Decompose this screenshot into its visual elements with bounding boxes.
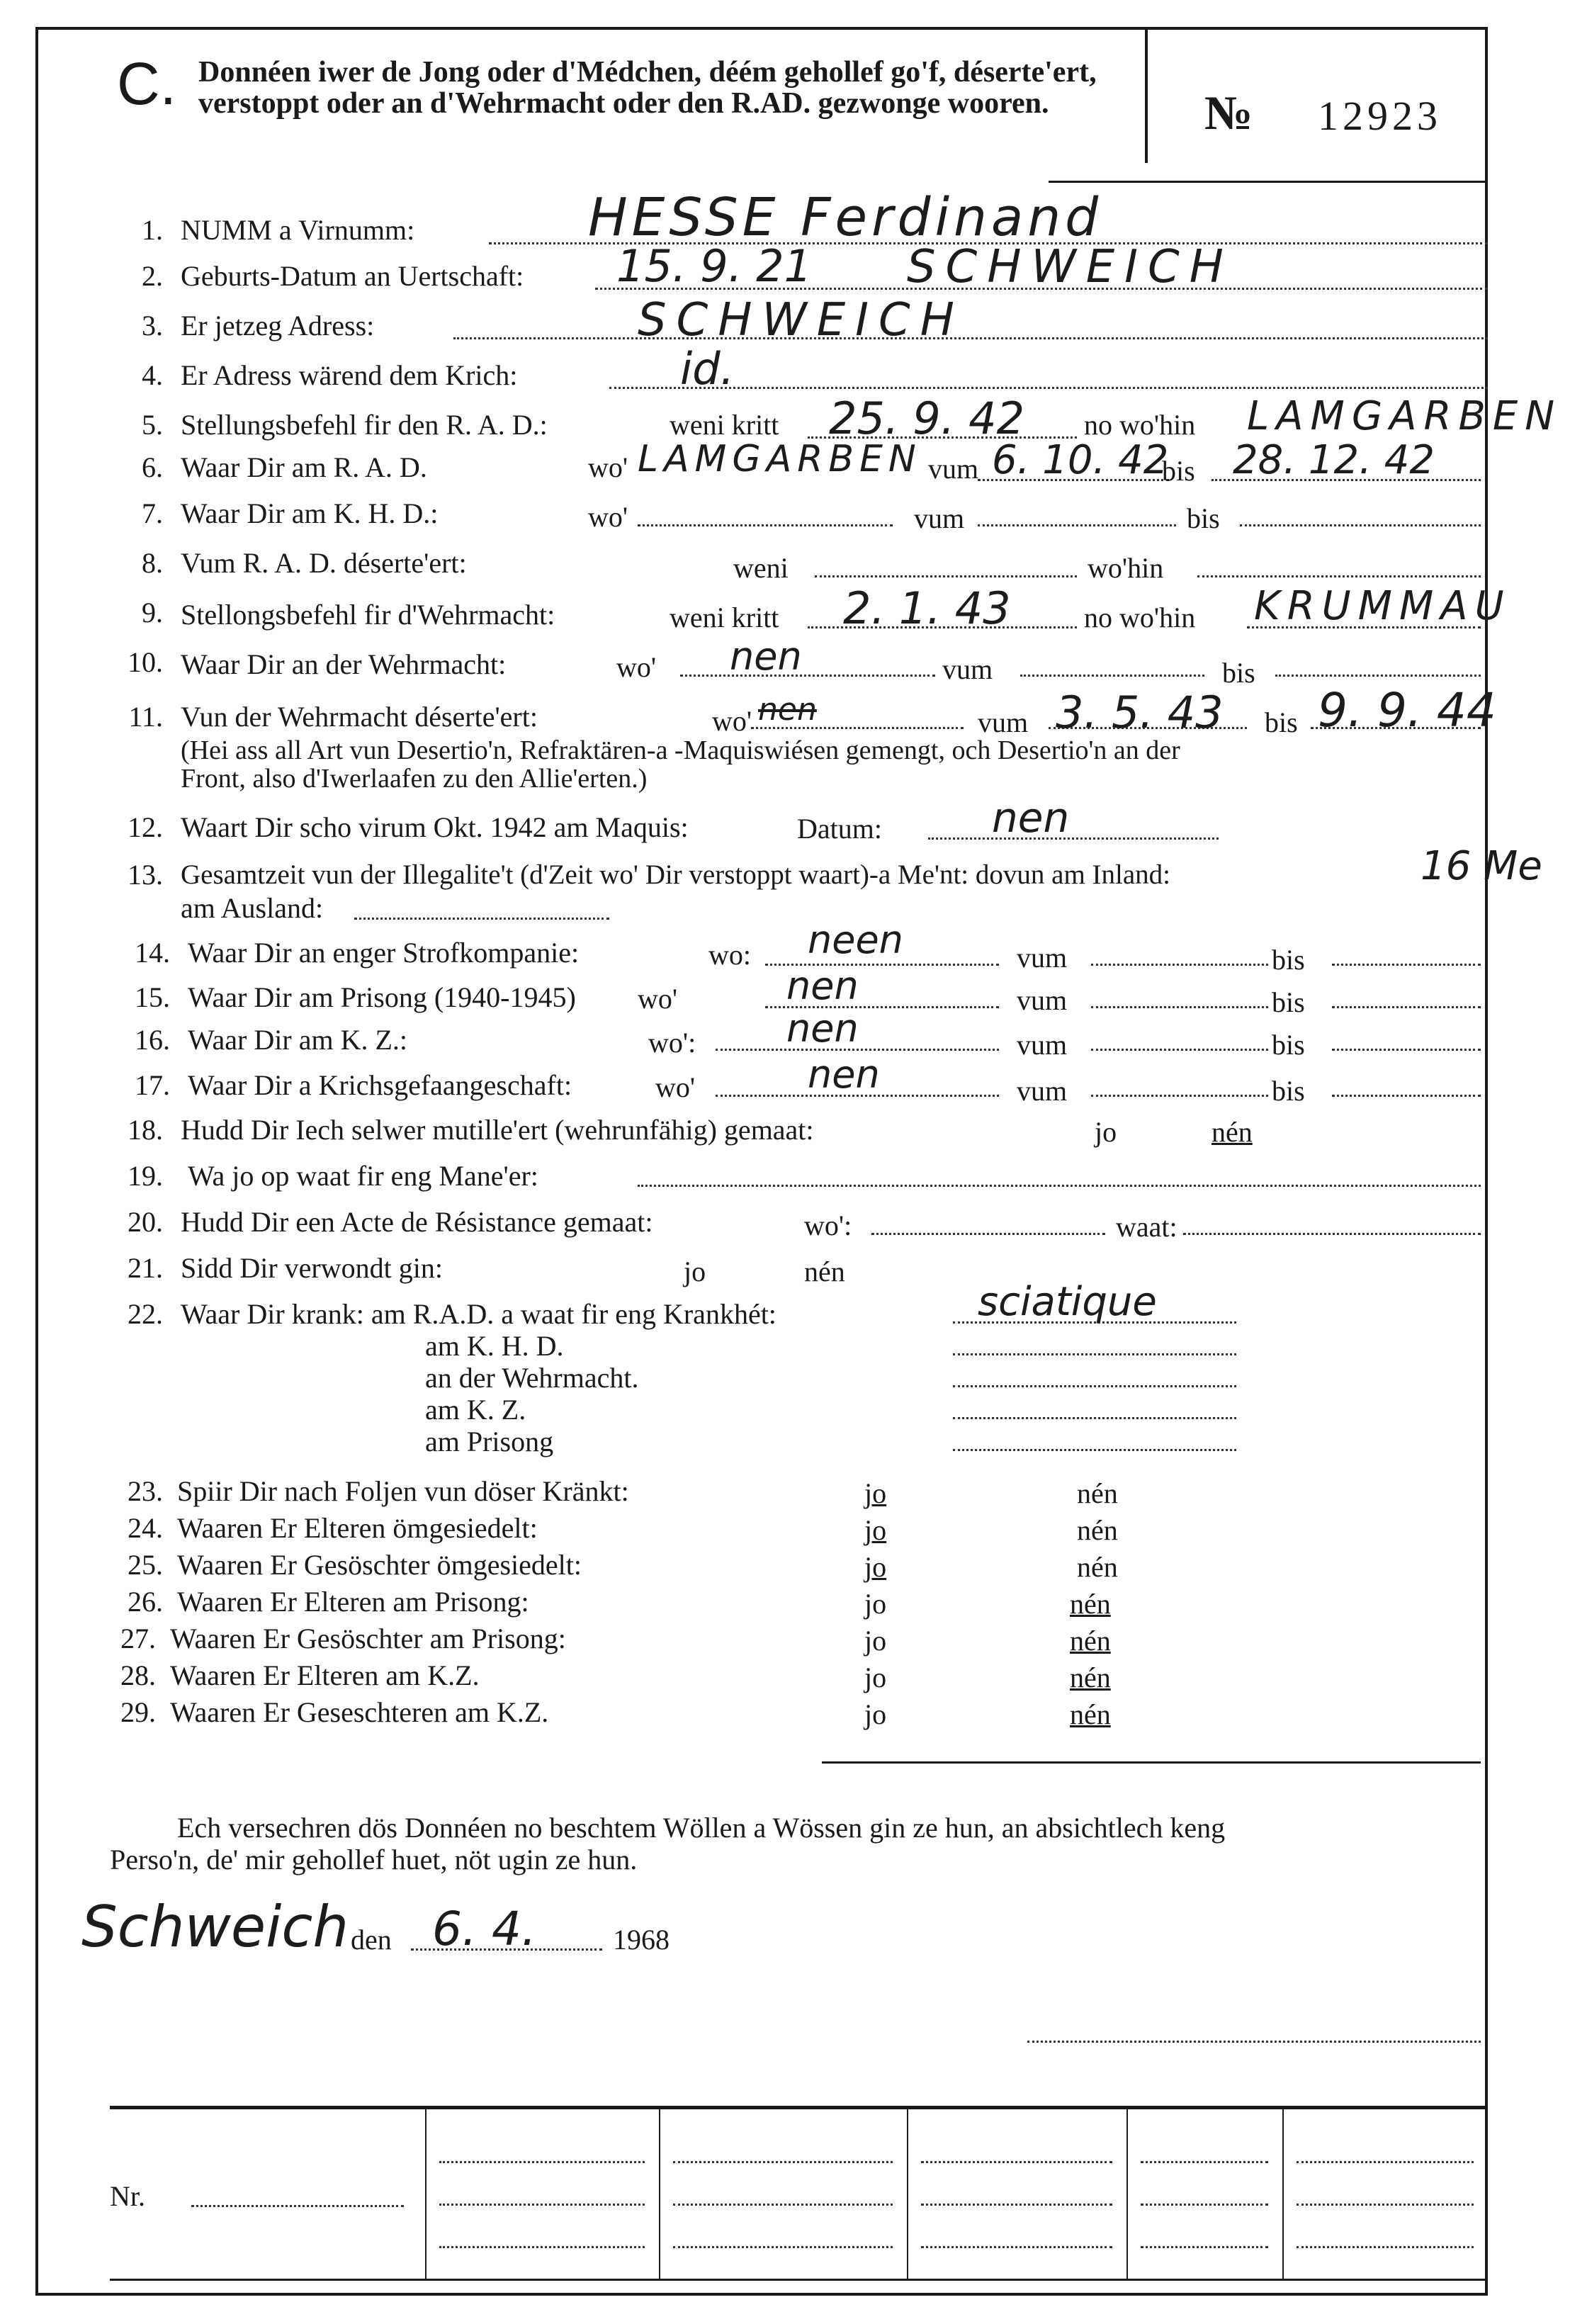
frame-right: [1485, 27, 1488, 2294]
row-number: 6.: [142, 451, 163, 483]
row-label: NUMM a Virnumm:: [181, 214, 415, 246]
handwritten-date: 6. 10. 42: [992, 437, 1169, 483]
fill-line: [609, 387, 1488, 389]
answer-no-selected: nén: [1070, 1625, 1111, 1657]
handwritten-name: HESSE Ferdinand: [588, 187, 1103, 248]
row-keyword: weni kritt: [670, 409, 779, 441]
row-number: 10.: [128, 646, 163, 678]
row-number: 23.: [128, 1475, 163, 1507]
footer-bottom-border: [110, 2279, 1488, 2281]
section-divider: [822, 1761, 1481, 1764]
fill-line: [1141, 2246, 1268, 2248]
row-label: Waaren Er Gesöschter am Prisong:: [170, 1623, 566, 1654]
row-label: Waaren Er Elteren am Prisong:: [177, 1586, 529, 1618]
fill-line: [1332, 1095, 1481, 1097]
row-keyword: vum: [1017, 942, 1068, 974]
handwritten-place-signature: Schweich: [81, 1894, 349, 1960]
answer-no-selected: nén: [1212, 1116, 1253, 1148]
handwritten-place: LAMGARBEN: [1247, 393, 1562, 439]
answer-yes: jo: [864, 1588, 887, 1620]
fill-line: [921, 2246, 1112, 2248]
fill-line: [953, 1417, 1236, 1419]
row-number: 8.: [142, 547, 163, 579]
form-title: Donnéen iwer de Jong oder d'Médchen, déém gehollef go'f, déserte'ert, verstoppt oder an d'Wehrmacht oder den R.AD. gezwonge wooren.: [198, 56, 1097, 120]
form-number: 12923: [1318, 93, 1442, 139]
fill-line: [1141, 2161, 1268, 2163]
footer-nr-label: Nr.: [110, 2180, 145, 2212]
row-number: 17.: [135, 1069, 170, 1101]
answer-yes-selected: jo: [864, 1477, 887, 1509]
handwritten-date: 28. 12. 42: [1233, 437, 1435, 483]
row-number: 4.: [142, 359, 163, 391]
answer-yes: jo: [1095, 1116, 1117, 1148]
row-number: 14.: [135, 937, 170, 969]
row-keyword: no wo'hin: [1084, 409, 1196, 441]
handwritten-date: 6. 4.: [432, 1902, 536, 1956]
form-letter: C.: [117, 50, 176, 117]
handwritten-answer: nen: [786, 1006, 859, 1051]
row-number: 26.: [128, 1586, 163, 1618]
row-keyword: wo': [655, 1071, 696, 1103]
row-sub-label: am K. H. D.: [425, 1330, 564, 1362]
row-keyword: bis: [1222, 657, 1255, 689]
fill-line: [1275, 675, 1481, 677]
row-label: Vun der Wehrmacht déserte'ert:: [181, 701, 538, 733]
handwritten-illness: sciatique: [978, 1279, 1157, 1325]
row-label: Waaren Er Gesöschter ömgesiedelt:: [177, 1549, 582, 1581]
handwritten-war-address: id.: [680, 343, 735, 395]
row-keyword: vum: [942, 653, 993, 685]
declaration-line: Perso'n, de' mir gehollef huet, nöt ugin ze hun.: [110, 1844, 638, 1875]
footer-col-divider: [425, 2108, 427, 2280]
row-label: Er Adress wärend dem Krich:: [181, 359, 518, 391]
fill-line: [953, 1353, 1236, 1355]
handwritten-answer: nen: [808, 1052, 880, 1097]
row-note: (Hei ass all Art vun Desertio'n, Refraktären-a -Maquiswiésen gemengt, och Desertio'n an der: [181, 735, 1180, 765]
fill-line: [439, 2246, 645, 2248]
row-keyword: wo': [588, 501, 628, 533]
fill-line: [921, 2161, 1112, 2163]
handwritten-place: KRUMMAU: [1254, 583, 1511, 629]
row-label: Vum R. A. D. déserte'ert:: [181, 547, 467, 579]
row-number: 15.: [135, 981, 170, 1013]
row-label: Waar Dir am K. H. D.:: [181, 497, 439, 529]
handwritten-date: 25. 9. 42: [829, 393, 1025, 444]
row-label: Hudd Dir Iech selwer mutille'ert (wehrunfähig) gemaat:: [181, 1114, 814, 1146]
fill-line: [439, 2161, 645, 2163]
header-divider-vertical: [1145, 28, 1148, 163]
row-keyword: weni: [733, 552, 789, 584]
row-label: Gesamtzeit vun der Illegalite't (d'Zeit wo' Dir verstoppt waart)-a Me'nt: dovun am Inland:: [181, 859, 1171, 890]
handwritten-answer-struck: nen: [758, 692, 817, 728]
row-keyword: wo': [712, 705, 752, 737]
row-keyword: bis: [1272, 1075, 1305, 1107]
row-keyword: Datum:: [797, 813, 882, 845]
row-number: 19.: [128, 1160, 163, 1192]
row-label: Waar Dir an enger Strofkompanie:: [188, 937, 580, 969]
row-sub-label: am Prisong: [425, 1426, 554, 1457]
answer-no-selected: nén: [1070, 1698, 1111, 1730]
row-keyword: wo'hin: [1088, 552, 1164, 584]
row-label: Waar Dir am Prisong (1940-1945): [188, 981, 576, 1013]
row-number: 25.: [128, 1549, 163, 1581]
handwritten-answer: nen: [786, 964, 859, 1008]
row-keyword: bis: [1272, 1029, 1305, 1061]
answer-no: nén: [1077, 1551, 1118, 1583]
answer-no: nén: [804, 1256, 845, 1287]
fill-line: [1332, 1049, 1481, 1051]
fill-line: [673, 2204, 893, 2206]
footer-col-divider: [659, 2108, 660, 2280]
row-keyword: wo': [638, 983, 678, 1015]
row-keyword: wo':: [804, 1209, 852, 1241]
fill-line: [928, 837, 1219, 840]
row-label: Sidd Dir verwondt gin:: [181, 1252, 443, 1284]
row-number: 28.: [120, 1659, 156, 1691]
answer-yes: jo: [864, 1662, 887, 1693]
row-label: Stellungsbefehl fir den R. A. D.:: [181, 409, 548, 441]
answer-yes-selected: jo: [864, 1514, 887, 1546]
fill-line: [680, 675, 935, 677]
fill-line: [921, 2204, 1112, 2206]
handwritten-address: SCHWEICH: [638, 294, 964, 346]
row-keyword: bis: [1272, 986, 1305, 1018]
row-label: Waaren Er Geseschteren am K.Z.: [170, 1696, 549, 1728]
row-number: 16.: [135, 1024, 170, 1056]
fill-line: [953, 1449, 1236, 1451]
row-keyword: wo':: [648, 1027, 696, 1059]
frame-top: [35, 27, 1488, 30]
row-number: 29.: [120, 1696, 156, 1728]
handwritten-months: 16 Me: [1421, 843, 1542, 889]
answer-no: nén: [1077, 1477, 1118, 1509]
fill-line: [638, 524, 893, 526]
row-number: 13.: [128, 859, 163, 891]
answer-yes: jo: [864, 1698, 887, 1730]
row-keyword: vum: [1017, 1029, 1068, 1061]
row-keyword: vum: [1017, 1075, 1068, 1107]
row-number: 1.: [142, 214, 163, 246]
date-den-label: den: [351, 1924, 392, 1956]
row-keyword: bis: [1272, 944, 1305, 976]
handwritten-place: LAMGARBEN: [638, 438, 922, 480]
row-number: 5.: [142, 409, 163, 441]
fill-line: [439, 2204, 645, 2206]
row-keyword: waat:: [1116, 1211, 1177, 1243]
declaration-line: Ech versechren dös Donnéen no beschtem Wöllen a Wössen gin ze hun, an absichtlech keng: [177, 1812, 1226, 1844]
row-sub-label: an der Wehrmacht.: [425, 1362, 639, 1394]
handwritten-answer: nen: [992, 794, 1070, 842]
fill-line: [1297, 2246, 1474, 2248]
row-label: Waart Dir scho virum Okt. 1942 am Maquis:: [181, 811, 689, 843]
date-year: 1968: [613, 1924, 670, 1956]
fill-line: [1332, 1006, 1481, 1008]
fill-line: [815, 575, 1077, 577]
fill-line: [1091, 1049, 1268, 1051]
fill-line: [1297, 2161, 1474, 2163]
row-label: Waaren Er Elteren ömgesiedelt:: [177, 1512, 538, 1544]
handwritten-answer: neen: [808, 918, 903, 962]
row-note: Front, also d'Iwerlaafen zu den Allie'erten.): [181, 764, 648, 794]
row-number: 3.: [142, 310, 163, 342]
fill-line: [1183, 1233, 1481, 1235]
handwritten-birthplace: SCHWEICH: [907, 241, 1233, 293]
row-label: Waar Dir an der Wehrmacht:: [181, 648, 507, 680]
row-number: 2.: [142, 260, 163, 292]
row-keyword: wo': [588, 451, 628, 483]
fill-line: [871, 1233, 1105, 1235]
row-keyword: weni kritt: [670, 602, 779, 633]
row-keyword: bis: [1162, 455, 1195, 487]
signature-line: [1027, 2041, 1481, 2043]
row-keyword: vum: [928, 453, 979, 485]
fill-line: [673, 2161, 893, 2163]
row-keyword: wo': [616, 651, 657, 683]
row-keyword: vum: [978, 706, 1029, 738]
row-label: am Ausland:: [181, 892, 324, 924]
answer-no-selected: nén: [1070, 1662, 1111, 1693]
row-label: Er jetzeg Adress:: [181, 310, 375, 342]
fill-line: [673, 2246, 893, 2248]
fill-line: [1197, 575, 1481, 577]
fill-line: [1091, 1006, 1268, 1008]
row-number: 20.: [128, 1206, 163, 1238]
fill-line: [1240, 524, 1481, 526]
footer-col-divider: [1282, 2108, 1284, 2280]
row-label: Waar Dir a Krichsgefaangeschaft:: [188, 1069, 572, 1101]
row-keyword: wo:: [708, 939, 751, 971]
handwritten-date: 9. 9. 44: [1318, 683, 1496, 738]
row-label: Stellongsbefehl fir d'Wehrmacht:: [181, 599, 555, 631]
row-label: Geburts-Datum an Uertschaft:: [181, 260, 524, 292]
frame-bottom: [35, 2293, 1488, 2296]
footer-col-divider: [1126, 2108, 1128, 2280]
row-label: Waar Dir krank: am R.A.D. a waat fir eng Krankhét:: [181, 1298, 776, 1330]
row-number: 12.: [128, 811, 163, 843]
fill-line: [191, 2205, 404, 2207]
fill-line: [978, 524, 1176, 526]
frame-left: [35, 27, 38, 2294]
fill-line: [1141, 2204, 1268, 2206]
row-number: 9.: [142, 597, 163, 628]
row-label: Waaren Er Elteren am K.Z.: [170, 1659, 480, 1691]
footer-col-divider: [907, 2108, 908, 2280]
fill-line: [1020, 675, 1204, 677]
handwritten-answer: nen: [730, 634, 802, 679]
answer-no: nén: [1077, 1514, 1118, 1546]
row-keyword: bis: [1187, 502, 1220, 534]
fill-line: [953, 1385, 1236, 1387]
row-number: 27.: [120, 1623, 156, 1654]
handwritten-birthdate: 15. 9. 21: [616, 240, 813, 292]
row-label: Waar Dir am K. Z.:: [188, 1024, 407, 1056]
fill-line: [354, 918, 609, 920]
answer-yes: jo: [684, 1256, 706, 1287]
row-number: 18.: [128, 1114, 163, 1146]
fill-line: [638, 1185, 1481, 1187]
header-divider-horizontal: [1049, 181, 1488, 183]
answer-no-selected: nén: [1070, 1588, 1111, 1620]
row-sub-label: am K. Z.: [425, 1394, 526, 1426]
fill-line: [1091, 964, 1268, 966]
fill-line: [1332, 964, 1481, 966]
row-keyword: vum: [1017, 984, 1068, 1016]
footer-top-border: [110, 2106, 1488, 2109]
row-label: Spiir Dir nach Foljen vun döser Kränkt:: [177, 1475, 629, 1507]
fill-line: [453, 337, 1488, 339]
row-number: 22.: [128, 1298, 163, 1330]
fill-line: [1091, 1095, 1268, 1097]
row-keyword: no wo'hin: [1084, 602, 1196, 633]
row-keyword: vum: [914, 502, 965, 534]
row-number: 21.: [128, 1252, 163, 1284]
row-label: Waar Dir am R. A. D.: [181, 451, 427, 483]
row-number: 11.: [128, 701, 163, 733]
number-label: №: [1204, 86, 1253, 140]
handwritten-date: 3. 5. 43: [1056, 687, 1224, 738]
answer-yes: jo: [864, 1625, 887, 1657]
handwritten-date: 2. 1. 43: [843, 582, 1011, 634]
row-number: 7.: [142, 497, 163, 529]
fill-line: [1297, 2204, 1474, 2206]
row-label: Wa jo op waat fir eng Mane'er:: [188, 1160, 538, 1192]
answer-yes-selected: jo: [864, 1551, 887, 1583]
row-keyword: bis: [1265, 706, 1298, 738]
row-label: Hudd Dir een Acte de Résistance gemaat:: [181, 1206, 653, 1238]
row-number: 24.: [128, 1512, 163, 1544]
